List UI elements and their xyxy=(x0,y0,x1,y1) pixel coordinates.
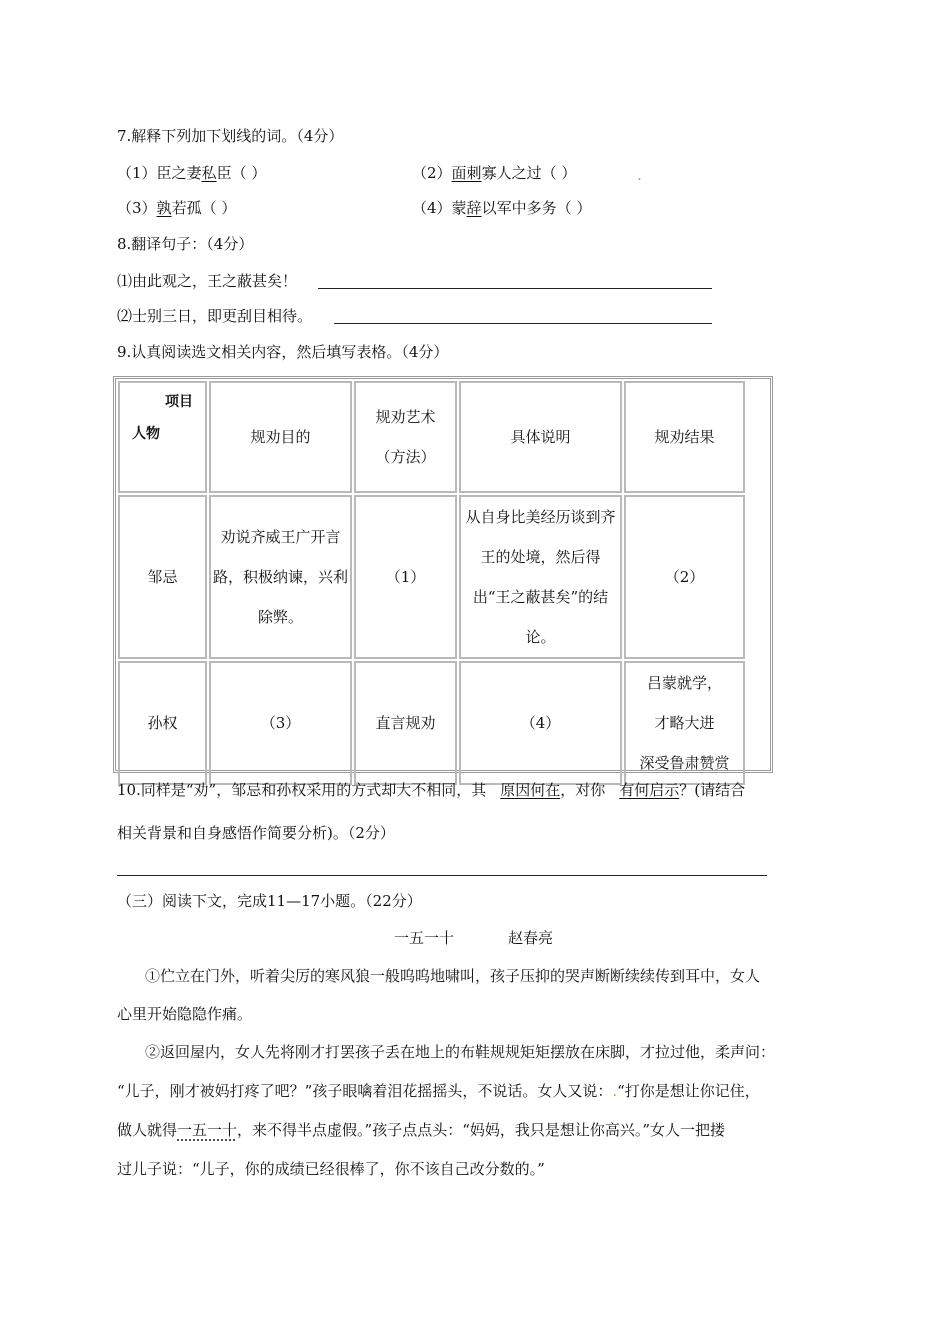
paragraph-1-line-2: 心里开始隐隐作痛。 xyxy=(117,1005,253,1023)
table-row xyxy=(118,495,745,659)
table-row xyxy=(118,661,745,785)
cell-result-blank[interactable]: （2） xyxy=(624,495,745,659)
answer-line[interactable] xyxy=(318,288,712,289)
paragraph-2-line-1: ②返回屋内，女人先将刚才打罢孩子丢在地上的布鞋规规矩矩摆放在床脚，才拉过他，柔声问： xyxy=(145,1043,776,1061)
header-art: 规劝艺术 （方法） xyxy=(354,381,457,493)
stray-mark: . xyxy=(637,166,642,184)
q8-title: 8.翻译句子：（4分） xyxy=(117,235,254,253)
q8-sentence-1: ⑴由此观之，王之蔽甚矣！ xyxy=(117,272,298,290)
header-corner-cell xyxy=(118,381,207,493)
q8-sentence-2: ⑵士别三日，即更刮目相待。 xyxy=(117,307,313,325)
answer-line[interactable] xyxy=(334,323,712,324)
header-purpose: 规劝目的 xyxy=(209,381,352,493)
header-result: 规劝结果 xyxy=(624,381,745,493)
underlined-word: 私 xyxy=(201,164,217,182)
cell-purpose: 劝说齐威王广开言路，积极纳谏，兴利除弊。 xyxy=(209,495,352,659)
paragraph-2-line-4: 过儿子说：“儿子，你的成绩已经很棒了，你不该自己改分数的。” xyxy=(117,1160,545,1178)
paragraph-1-line-1: ①伫立在门外，听着尖厉的寒风狼一般呜呜地啸叫，孩子压抑的哭声断断续续传到耳中，女人 xyxy=(145,967,761,985)
q7-title: 7.解释下列加下划线的词。（4分） xyxy=(117,127,344,145)
q7-item-4: （4）蒙辞以军中多务（ ） xyxy=(412,199,592,217)
q10-line-2: 相关背景和自身感悟作简要分析)。（2分） xyxy=(117,824,395,842)
paragraph-2-line-2: “儿子，刚才被妈打疼了吧？”孩子眼噙着泪花摇摇头，不说话。女人又说：.“打你是想让你记住， xyxy=(117,1082,760,1100)
cell-purpose-blank[interactable]: （3） xyxy=(209,661,352,785)
article-title: 一五一十 xyxy=(394,929,455,947)
header-person: 人物 xyxy=(132,426,160,442)
cell-result: 吕蒙就学， 才略大进 深受鲁肃赞赏 xyxy=(624,661,745,785)
underlined-phrase: 原因何在 xyxy=(500,781,561,799)
cell-art: 直言规劝 xyxy=(354,661,457,785)
paragraph-2-line-3: 做人就得一五一十，来不得半点虚假。”孩子点点头：“妈妈，我只是想让你高兴。”女人一把搂 xyxy=(117,1121,726,1139)
q7-item-3: （3）孰若孤（ ） xyxy=(117,199,237,217)
underlined-phrase: 有何启示 xyxy=(619,781,680,799)
stray-mark: . xyxy=(612,1082,618,1100)
table-header-row xyxy=(118,381,745,493)
header-explain: 具体说明 xyxy=(459,381,622,493)
q7-item-1: （1）臣之妻私臣（ ） xyxy=(117,164,267,182)
section3-title: （三）阅读下文，完成11—17小题。（22分） xyxy=(117,892,422,910)
article-author: 赵春亮 xyxy=(508,929,554,947)
answer-table xyxy=(116,379,747,787)
answer-line[interactable] xyxy=(117,875,767,876)
cell-explain: 从自身比美经历谈到齐王的处境，然后得出“王之蔽甚矣”的结论。 xyxy=(459,495,622,659)
underlined-word: 面刺 xyxy=(451,164,482,182)
cell-person: 孙权 xyxy=(118,661,207,785)
header-project: 项目 xyxy=(165,394,193,410)
cell-art-blank[interactable]: （1） xyxy=(354,495,457,659)
q10-line-1: 10.同样是“劝”，邹忌和孙权采用的方式却大不相同，其 原因何在，对你 有何启示？(请结合 xyxy=(117,781,746,799)
q9-title: 9.认真阅读选文相关内容，然后填写表格。（4分） xyxy=(117,343,449,361)
underlined-word: 孰 xyxy=(156,199,172,217)
q7-item-2: （2）面刺寡人之过（ ） xyxy=(412,164,577,182)
emphasized-phrase: 一五一十 xyxy=(177,1121,238,1139)
cell-explain-blank[interactable]: （4） xyxy=(459,661,622,785)
underlined-word: 辞 xyxy=(466,199,482,217)
cell-person: 邹忌 xyxy=(118,495,207,659)
